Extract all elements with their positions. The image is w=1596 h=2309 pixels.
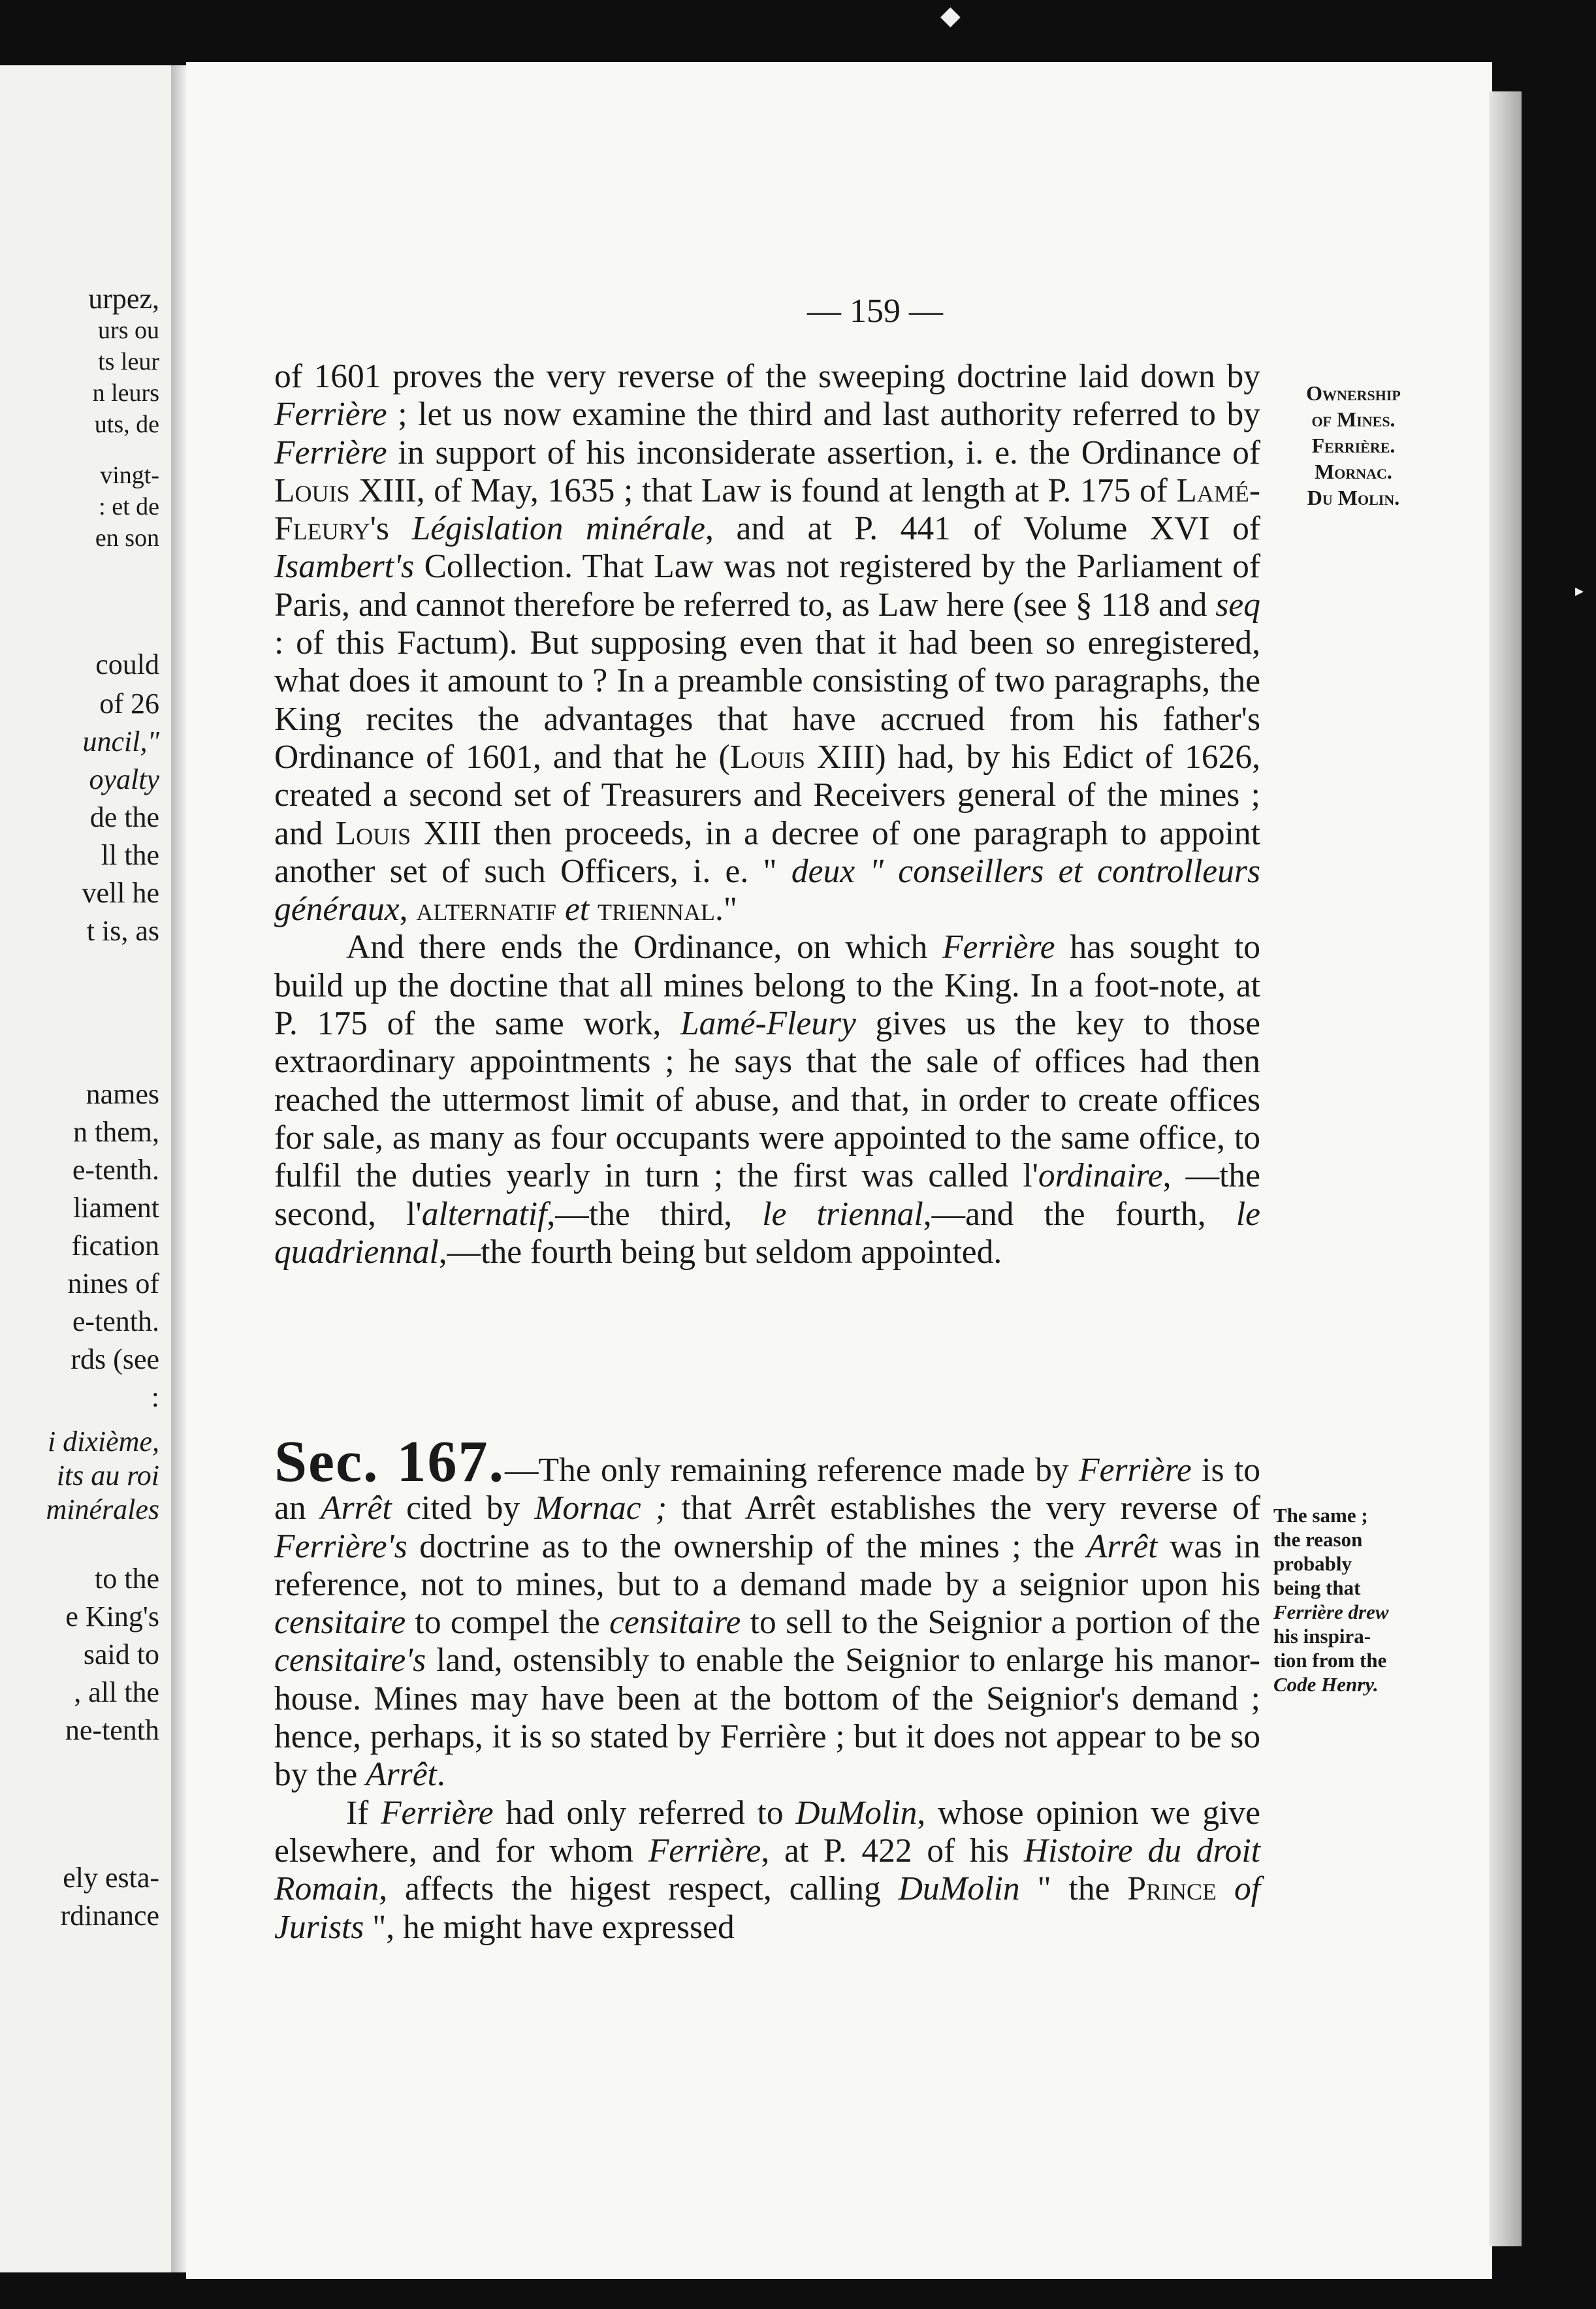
left-page-line: : et de [99, 493, 159, 520]
page-edge [1489, 91, 1522, 2246]
left-page-line: urpez, [88, 283, 159, 315]
left-page-line: i dixième, [47, 1425, 159, 1457]
italic-run: seq [1215, 586, 1260, 624]
margin-note-line: being that [1273, 1576, 1361, 1599]
left-page-line: ely esta- [63, 1862, 159, 1894]
left-page-line: e-tenth. [72, 1305, 159, 1337]
left-page-line: n leurs [92, 379, 159, 407]
italic-run: Arrêt [366, 1756, 437, 1794]
margin-note-line: Du Molin. [1307, 486, 1400, 509]
left-page-line: oyalty [89, 763, 159, 795]
small-caps-run: Prince [1127, 1870, 1217, 1908]
italic-run: Arrêt [321, 1489, 392, 1527]
margin-note-line: Ownership [1306, 381, 1401, 405]
left-page-line: uncil," [82, 725, 159, 757]
small-caps-run: Louis [274, 471, 350, 509]
left-page-line: n them, [73, 1116, 159, 1148]
paragraph-3: —The only remaining reference made by Ferrière is to an Arrêt cited by Mornac ; that Arrêt establishes the very reverse of Ferrière's doctrine as to the ownership of the mines ; the Arrêt was in reference, not to mines, but to a demand made by a seignior upon his censitaire to compel the censitaire to sell to the Seignior a portion of the censitaire's land, ostensibly to enable the Seignior to enlarge his manor-house. Mines may have been at the bottom of the Seignior's demand ; hence, perhaps, it is so stated by Ferrière ; but it does not appear to be so by the Arrêt. [274, 1452, 1261, 1794]
small-caps-run: Louis [335, 814, 411, 852]
text-block-lower [274, 1429, 1261, 1947]
margin-note-ownership [1273, 380, 1433, 511]
italic-run: Lamé-Fleury [680, 1005, 856, 1043]
italic-run: censitaire [274, 1604, 406, 1642]
scan-speck: ▸ [1575, 581, 1584, 600]
paragraph-4: If Ferrière had only referred to DuMolin, whose opinion we give elsewhere, and for whom Ferrière, at P. 422 of his Histoire du droit Romain, affects the higest respect, calling DuMolin " the Prince of Jurists ", he might have expressed [274, 1794, 1260, 1946]
margin-note-line: tion from the [1273, 1649, 1387, 1672]
small-caps-run: alternatif [416, 891, 557, 929]
italic-run: Isambert's [274, 548, 415, 586]
italic-run: Mornac ; [534, 1489, 667, 1527]
italic-run: of Jurists [274, 1870, 1260, 1946]
italic-run: DuMolin [898, 1870, 1020, 1908]
margin-note-line: The same ; [1273, 1504, 1368, 1527]
page-number: — 159 — [807, 293, 943, 330]
left-page-line: could [95, 648, 159, 680]
italic-run: ordinaire [1038, 1157, 1163, 1195]
left-page-line: e-tenth. [72, 1154, 159, 1186]
italic-run: alternatif [421, 1195, 547, 1233]
left-page-line: its au roi [56, 1459, 159, 1491]
small-caps-run: triennal [597, 891, 715, 929]
margin-note-line: Code Henry. [1273, 1673, 1379, 1696]
italic-run: Ferrière [648, 1832, 761, 1870]
left-page-line: uts, de [94, 411, 159, 438]
left-page-line: said to [83, 1638, 159, 1670]
margin-note-line: Ferrière drew [1273, 1600, 1389, 1623]
left-page-line: vingt- [100, 462, 159, 489]
left-page-line: rds (see [71, 1343, 159, 1375]
margin-note-line: the reason [1273, 1528, 1363, 1551]
margin-note-line: Mornac. [1315, 460, 1392, 483]
section-heading: Sec. 167. [274, 1429, 505, 1494]
italic-run: le triennal [762, 1195, 923, 1233]
left-page-line: minérales [46, 1493, 159, 1525]
left-page-line: ts leur [98, 348, 159, 375]
left-page-line: urs ou [98, 317, 159, 344]
text-block-upper [274, 358, 1260, 1271]
italic-run: Ferrière [1079, 1452, 1192, 1489]
italic-run: Histoire du droit Romain [274, 1832, 1260, 1908]
left-page-fragment [0, 65, 171, 2272]
left-page-line: nines of [67, 1267, 159, 1299]
left-page-line: liament [73, 1192, 159, 1224]
left-page-line: names [86, 1078, 159, 1110]
left-page-line: vell he [82, 877, 159, 909]
italic-run: Ferrière [942, 929, 1055, 966]
italic-run: Ferrière [274, 434, 387, 471]
italic-run: Ferrière [381, 1794, 494, 1832]
left-page-line: to the [95, 1563, 159, 1595]
italic-run: et [564, 891, 590, 929]
paragraph-2: And there ends the Ordinance, on which Ferrière has sought to build up the doctine that all mines belong to the King. In a foot-note, at P. 175 of the same work, Lamé-Fleury gives us the key to those extraordinary appointments ; he says that the sale of offices had then reached the uttermost limit of abuse, and that, in order to create offices for sale, as many as four occupants were appointed to the same office, to fulfil the duties yearly in turn ; the first was called l'ordinaire, —the second, l'alternatif,—the third, le triennal,—and the fourth, le quadriennal,—the fourth being but seldom appointed. [274, 929, 1261, 1271]
italic-run: DuMolin [795, 1794, 918, 1832]
small-caps-run: Louis [729, 738, 806, 776]
margin-note-line: of Mines. [1311, 407, 1396, 431]
left-page-line: de the [89, 801, 159, 833]
italic-run: Législation minérale [411, 510, 706, 548]
small-caps-run: Lamé-Fleury [274, 471, 1260, 548]
italic-run: Ferrière [274, 396, 387, 434]
section-167 [274, 1429, 1261, 1794]
margin-note-line: probably [1273, 1552, 1352, 1575]
left-page-line: : [151, 1381, 159, 1413]
margin-note-same-reason [1273, 1503, 1433, 1696]
italic-run: censitaire [609, 1604, 741, 1642]
italic-run: deux " conseillers et controlleurs généraux [274, 852, 1260, 929]
left-page-line: e King's [65, 1600, 159, 1632]
left-page-line: , all the [74, 1676, 159, 1708]
margin-note-line: Ferrière. [1311, 434, 1396, 457]
left-page-line: rdinance [60, 1900, 159, 1932]
italic-run: Ferrière's [274, 1527, 407, 1565]
left-page-line: ll the [101, 839, 159, 871]
left-page-line: fication [71, 1230, 159, 1262]
paragraph-1: of 1601 proves the very reverse of the sweeping doctrine laid down by Ferrière ; let us now examine the third and last authority referred to by Ferrière in support of his inconsiderate assertion, i. e. the Ordinance of Louis XIII, of May, 1635 ; that Law is found at length at P. 175 of Lamé-Fleury's Législation minérale, and at P. 441 of Volume XVI of Isambert's Collection. That Law was not registered by the Parliament of Paris, and cannot therefore be referred to, as Law here (see § 118 and seq : of this Factum). But supposing even that it had been so enregistered, what does it amount to ? In a preamble consisting of two paragraphs, the King recites the advantages that have accrued from his father's Ordinance of 1601, and that he (Louis XIII) had, by his Edict of 1626, created a second set of Treasurers and Receivers general of the mines ; and Louis XIII then proceeds, in a decree of one paragraph to appoint another set of such Officers, i. e. " deux " conseillers et controlleurs généraux, alternatif et triennal." [274, 358, 1261, 929]
scan-speck: ◆ [940, 1, 961, 30]
italic-run: le quadriennal [274, 1195, 1260, 1271]
italic-run: Arrêt [1086, 1527, 1158, 1565]
left-page-line: t is, as [86, 915, 159, 947]
italic-run: censitaire's [274, 1642, 426, 1680]
left-page-line: en son [95, 524, 159, 552]
margin-note-line: his inspira- [1273, 1625, 1371, 1648]
left-page-line: ne-tenth [65, 1714, 159, 1746]
left-page-line: of 26 [99, 688, 159, 720]
